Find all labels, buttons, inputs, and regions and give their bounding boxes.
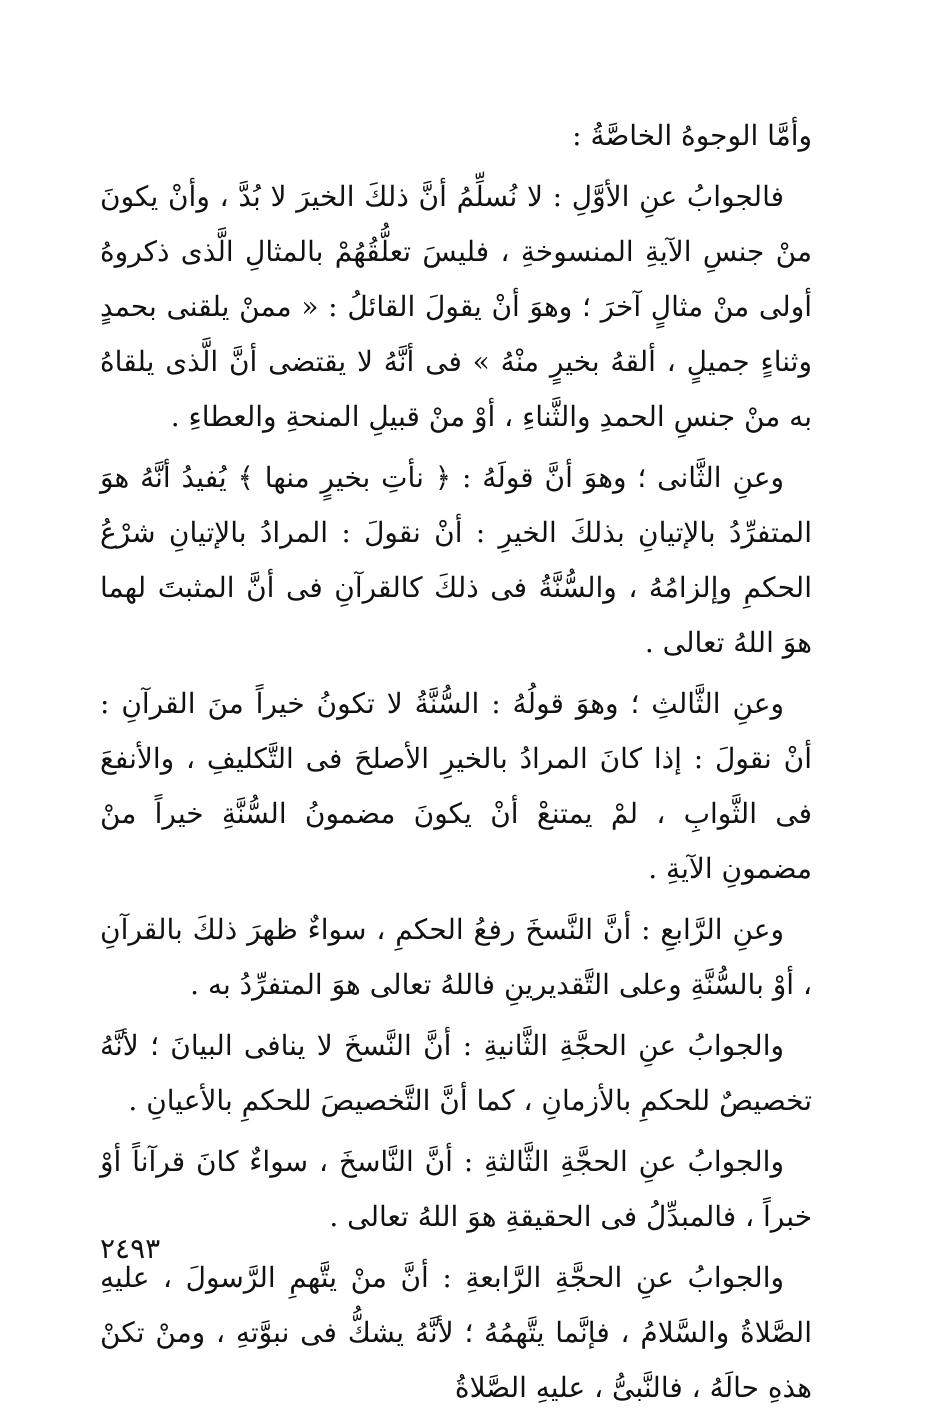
- paragraph-5: والجوابُ عنِ الحجَّةِ الثَّانيةِ : أنَّ النَّسخَ لا ينافى البيانَ ؛ لأنَّهُ تخصيصٌ للحكمِ بالأزمانِ ، كما أنَّ التَّخصيصَ للحكمِ بالأعيانِ .: [100, 1029, 812, 1117]
- paragraph-3: وعنِ الثَّالثِ ؛ وهوَ قولُهُ : السُّنَّةُ لا تكونُ خيراً منَ القرآنِ : أنْ نقولَ : إذا كانَ المرادُ بالخيرِ الأصلحَ فى التَّكليفِ ، والأنفعَ فى الثَّوابِ ، لمْ يمتنعْ أنْ يكونَ مضمونُ السُّنَّةِ خيراً منْ مضمونِ الآيةِ .: [100, 687, 812, 885]
- paragraph-4: وعنِ الرَّابعِ : أنَّ النَّسخَ رفعُ الحكمِ ، سواءٌ ظهرَ ذلكَ بالقرآنِ ، أوْ بالسُّنَّةِ وعلى التَّقديرينِ فاللهُ تعالى هوَ المتفرِّدُ به .: [100, 913, 812, 1001]
- section-heading: وأمَّا الوجوهُ الخاصَّةُ :: [572, 119, 812, 152]
- paragraph-6: والجوابُ عنِ الحجَّةِ الثَّالثةِ : أنَّ النَّاسخَ ، سواءٌ كانَ قرآناً أوْ خبراً ، فالمبدِّلُ فى الحقيقةِ هوَ اللهُ تعالى .: [100, 1145, 812, 1233]
- paragraph-7: والجوابُ عنِ الحجَّةِ الرَّابعةِ : أنَّ منْ يتَّهمِ الرَّسولَ ، عليهِ الصَّلاةُ والسَّلامُ ، فإنَّما يتَّهمُهُ ؛ لأنَّهُ يشكُّ فى نبوَّتهِ ، ومنْ تكنْ هذهِ حالَهُ ، فالنَّبىُّ ، عليهِ الصَّلاةُ: [100, 1261, 812, 1404]
- body-text: [100, 108, 812, 1421]
- paragraph-1: فالجوابُ عنِ الأوَّلِ : لا نُسلِّمُ أنَّ ذلكَ الخيرَ لا بُدَّ ، وأنْ يكونَ منْ جنسِ الآيةِ المنسوخةِ ، فليسَ تعلُّقُهُمْ بالمثالِ الَّذى ذكروهُ أولى منْ مثالٍ آخرَ ؛ وهوَ أنْ يقولَ القائلُ : « ممنْ يلقنى بحمدٍ وثناءٍ جميلٍ ، ألقهُ بخيرٍ منْهُ » فى أنَّهُ لا يقتضى أنَّ الَّذى يلقاهُ به منْ جنسِ الحمدِ والثَّناءِ ، أوْ منْ قبيلِ المنحةِ والعطاءِ .: [100, 180, 812, 433]
- page-number: ٢٤٩٣: [100, 1232, 161, 1265]
- paragraph-2: وعنِ الثَّانى ؛ وهوَ أنَّ قولَهُ : ﴿ نأتِ بخيرٍ منها ﴾ يُفيدُ أنَّهُ هوَ المتفرِّدُ بالإتيانِ بذلكَ الخيرِ : أنْ نقولَ : المرادُ بالإتيانِ شرْعُ الحكمِ وإلزامُهُ ، والسُّنَّةُ فى ذلكَ كالقرآنِ فى أنَّ المثبتَ لهما هوَ اللهُ تعالى .: [100, 461, 812, 659]
